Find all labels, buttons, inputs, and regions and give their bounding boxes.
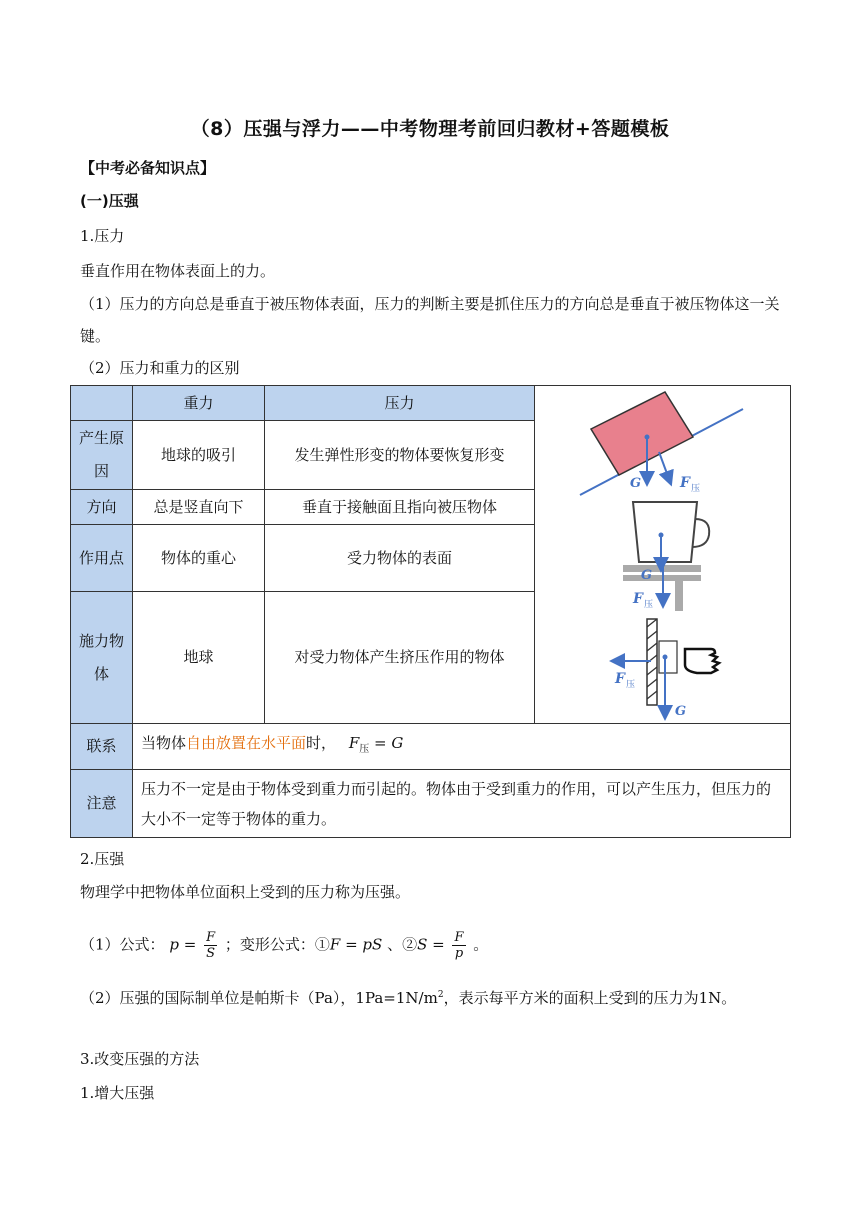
- heading-pressure: 2.压强: [80, 850, 125, 868]
- svg-text:G: G: [675, 703, 687, 719]
- definition-pressure: 物理学中把物体单位面积上受到的压力称为压强。: [80, 883, 411, 901]
- svg-text:F: F: [680, 474, 690, 491]
- definition-pressure-force: 垂直作用在物体表面上的力。: [80, 262, 276, 280]
- svg-text:F: F: [633, 590, 643, 607]
- incline-figure: [580, 392, 743, 495]
- comparison-table: [70, 385, 791, 838]
- heading-increase: 1.增大压强: [80, 1084, 155, 1102]
- cell-pressure-direction: 垂直于接触面且指向被压物体: [265, 490, 535, 525]
- svg-text:压: 压: [626, 679, 636, 690]
- svg-text:压: 压: [691, 483, 701, 494]
- fraction-s: $\frac{F}{p}$: [454, 930, 464, 961]
- note-direction: （1）压力的方向总是垂直于被压物体表面，压力的判断主要是抓住压力的方向总是垂直于被压物体这一关键。: [80, 295, 780, 345]
- cell-gravity-cause: 地球的吸引: [133, 421, 265, 490]
- cell-gravity-direction: 总是竖直向下: [133, 490, 265, 525]
- cell-caution: 压力不一定是由于物体受到重力而引起的。物体由于受到重力的作用，可以产生压力，但压力的大小不一定等于物体的重力。: [133, 770, 791, 838]
- cell-pressure-source: 对受力物体产生挤压作用的物体: [265, 592, 535, 724]
- row-label-source: 施力物体: [71, 592, 133, 724]
- note-difference: （2）压力和重力的区别: [80, 359, 240, 377]
- part-heading: (一)压强: [80, 192, 139, 210]
- row-label-point: 作用点: [71, 525, 133, 592]
- page-title: （8）压强与浮力——中考物理考前回归教材+答题模板: [190, 118, 670, 140]
- row-label-link: 联系: [71, 724, 133, 770]
- cup-figure: [623, 502, 709, 611]
- link-highlight: 自由放置在水平面: [186, 734, 307, 752]
- force-diagram: [535, 387, 791, 723]
- row-label-cause: 产生原因: [71, 421, 133, 490]
- table-corner: [71, 386, 133, 421]
- fraction-p: $\frac{F}{S}$: [206, 930, 216, 961]
- unit-paragraph: （2）压强的国际制单位是帕斯卡（Pa），$1Pa=1N/m^2$，表示每平方米的面积上受到的压力为1N。: [80, 989, 737, 1007]
- svg-text:压: 压: [644, 599, 654, 610]
- wall-figure: [614, 619, 719, 719]
- figure-cell: [535, 386, 791, 724]
- header-gravity: 重力: [133, 386, 265, 421]
- heading-pressure-force: 1.压力: [80, 227, 125, 245]
- svg-text:G: G: [630, 475, 642, 491]
- row-label-caution: 注意: [71, 770, 133, 838]
- cell-gravity-point: 物体的重心: [133, 525, 265, 592]
- cell-pressure-point: 受力物体的表面: [265, 525, 535, 592]
- row-label-direction: 方向: [71, 490, 133, 525]
- cell-pressure-cause: 发生弹性形变的物体要恢复形变: [265, 421, 535, 490]
- section-label: 【中考必备知识点】: [80, 159, 216, 177]
- heading-change-method: 3.改变压强的方法: [80, 1050, 200, 1068]
- svg-text:G: G: [641, 567, 653, 583]
- cell-gravity-source: 地球: [133, 592, 265, 724]
- header-pressure: 压力: [265, 386, 535, 421]
- formula-line: （1）公式： p = $\frac{F}{S}$ ；变形公式：①F = pS 、②S = $\frac{F}{p}$ 。: [80, 930, 489, 961]
- cell-link: 当物体自由放置在水平面时， $F_压 = G$: [133, 724, 791, 770]
- svg-text:F: F: [615, 670, 625, 687]
